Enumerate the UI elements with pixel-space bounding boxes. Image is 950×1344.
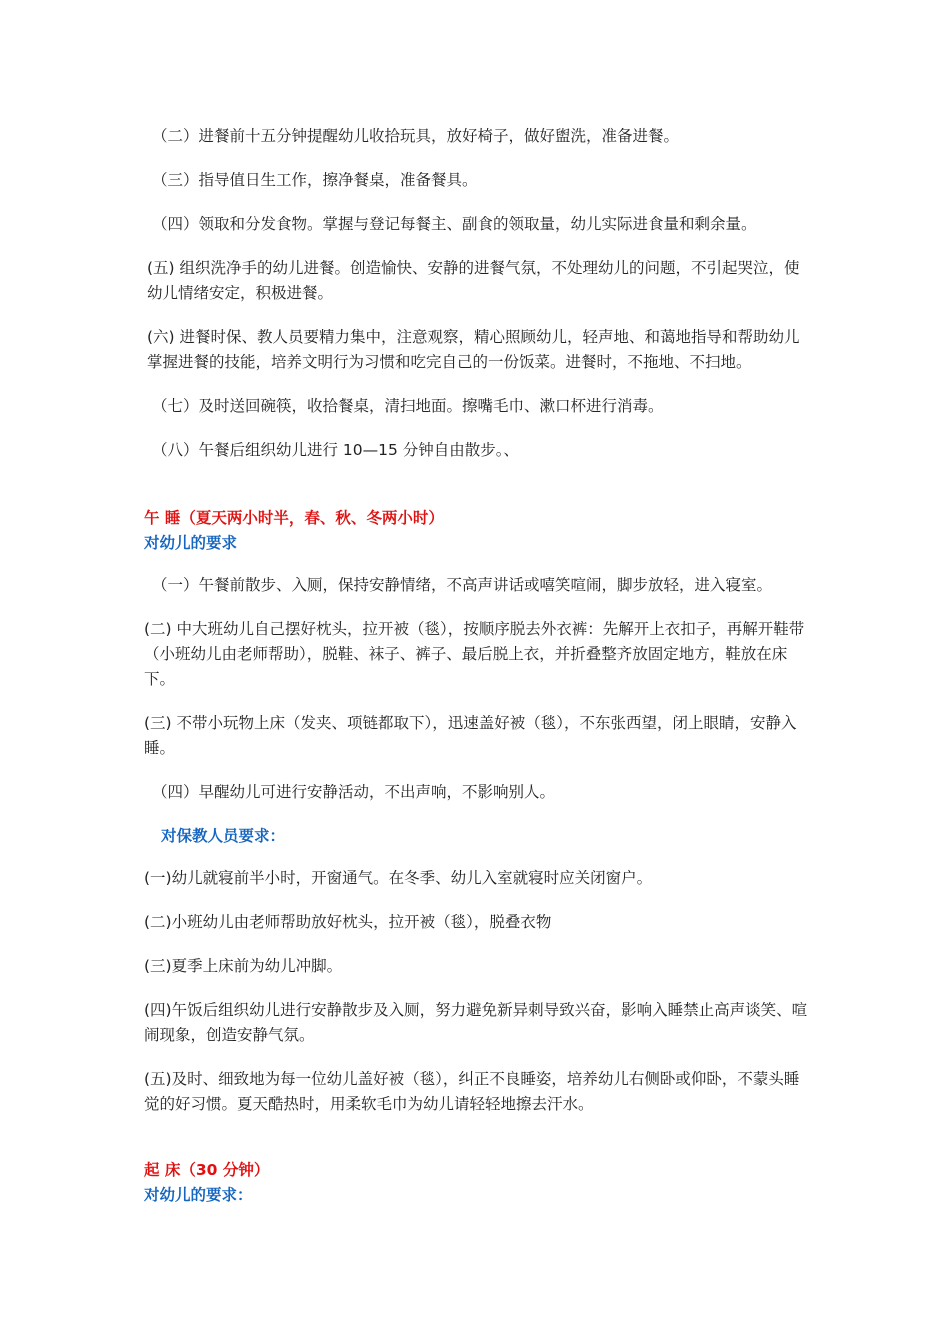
- document-page: [144, 124, 812, 1225]
- nap-staff-heading: 对保教人员要求：: [161, 827, 286, 845]
- nap-staff-item-1: (一)幼儿就寝前半小时，开窗通气。在冬季、幼儿入室就寝时应关闭窗户。: [144, 869, 653, 887]
- nap-children-heading: 对幼儿的要求: [144, 534, 238, 552]
- meal-item-2: （二）进餐前十五分钟提醒幼儿收拾玩具，放好椅子，做好盥洗，准备进餐。: [152, 127, 680, 145]
- nap-children-item-1: （一）午餐前散步、入厕，保持安静情绪，不高声讲话或嘻笑喧闹，脚步放轻，进入寝室。: [152, 576, 773, 594]
- meal-item-6: (六) 进餐时保、教人员要精力集中，注意观察，精心照顾幼儿，轻声地、和蔼地指导和帮助幼儿掌握进餐的技能，培养文明行为习惯和吃完自己的一份饭菜。进餐时，不拖地、不扫地。: [147, 328, 800, 371]
- nap-staff-item-4: (四)午饭后组织幼儿进行安静散步及入厕，努力避免新异刺导致兴奋，影响入睡禁止高声谈笑、喧闹现象，创造安静气氛。: [144, 1001, 808, 1044]
- meal-item-4: （四）领取和分发食物。掌握与登记每餐主、副食的领取量，幼儿实际进食量和剩余量。: [152, 215, 757, 233]
- nap-children-item-2: (二) 中大班幼儿自己摆好枕头，拉开被（毯），按顺序脱去外衣裤：先解开上衣扣子，再解开鞋带（小班幼儿由老师帮助），脱鞋、袜子、裤子、最后脱上衣，并折叠整齐放固定地方，鞋放在床下。: [144, 620, 805, 688]
- nap-section-title: 午 睡（夏天两小时半，春、秋、冬两小时）: [144, 509, 444, 527]
- nap-children-item-4: （四）早醒幼儿可进行安静活动，不出声响，不影响别人。: [152, 783, 556, 801]
- wake-children-heading: 对幼儿的要求：: [144, 1186, 253, 1204]
- nap-staff-item-5: (五)及时、细致地为每一位幼儿盖好被（毯），纠正不良睡姿，培养幼儿右侧卧或仰卧，不蒙头睡觉的好习惯。夏天酷热时，用柔软毛巾为幼儿请轻轻地擦去汗水。: [144, 1070, 800, 1113]
- meal-item-3: （三）指导值日生工作，擦净餐桌，准备餐具。: [152, 171, 478, 189]
- meal-item-7: （七）及时送回碗筷，收拾餐桌，清扫地面。擦嘴毛巾、漱口杯进行消毒。: [152, 397, 664, 415]
- meal-item-8: （八）午餐后组织幼儿进行 10—15 分钟自由散步。、: [152, 441, 520, 459]
- nap-children-item-3: (三) 不带小玩物上床（发夹、项链都取下），迅速盖好被（毯），不东张西望，闭上眼睛，安静入睡。: [144, 714, 797, 757]
- wake-section-title: 起 床（30 分钟）: [144, 1161, 270, 1179]
- nap-staff-item-2: (二)小班幼儿由老师帮助放好枕头，拉开被（毯），脱叠衣物: [144, 913, 552, 931]
- nap-staff-item-3: (三)夏季上床前为幼儿冲脚。: [144, 957, 343, 975]
- meal-item-5: (五) 组织洗净手的幼儿进餐。创造愉快、安静的进餐气氛，不处理幼儿的问题，不引起哭泣，使幼儿情绪安定，积极进餐。: [147, 259, 800, 302]
